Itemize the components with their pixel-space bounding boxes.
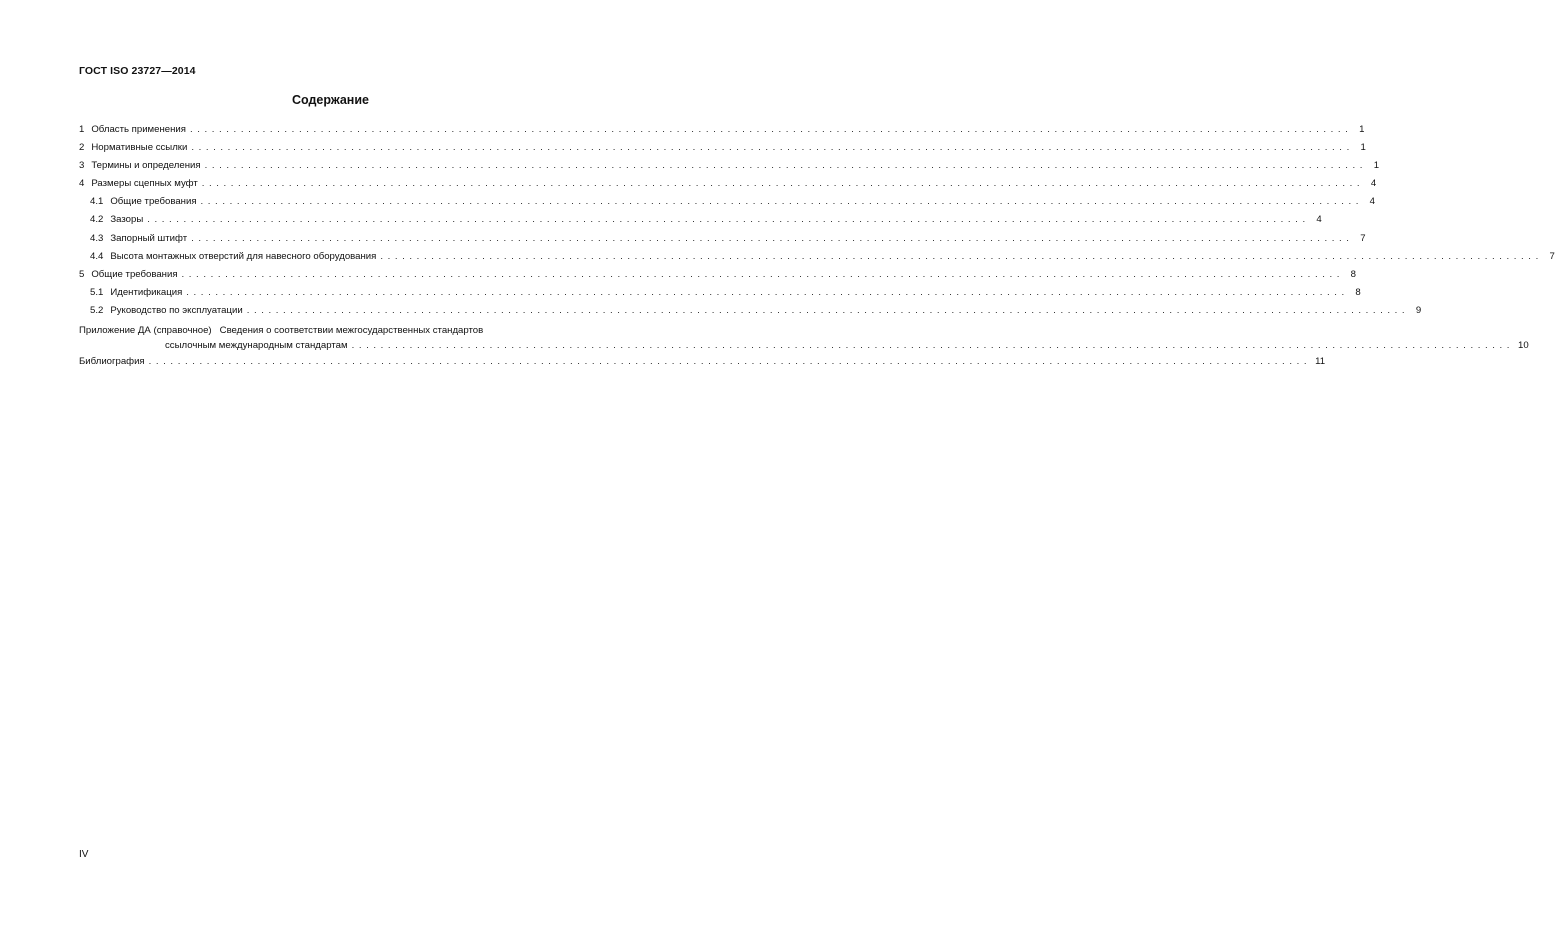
toc-leader-dots: ................................................................................................................................................................ bbox=[181, 268, 1345, 280]
toc-leader-dots: ................................................................................................................................................................ bbox=[191, 232, 1354, 244]
toc-entry-page: 1 bbox=[1373, 160, 1380, 172]
toc-entry-number: 3 bbox=[79, 160, 85, 172]
toc-leader-dots: ................................................................................................................................................................ bbox=[246, 304, 1410, 316]
toc-entry-page: 8 bbox=[1355, 286, 1361, 298]
toc-entry-page: 4 bbox=[1316, 214, 1322, 226]
toc-leader-dots: ................................................................................................................................................................ bbox=[200, 196, 1364, 208]
toc-subentry[interactable] bbox=[79, 284, 1361, 302]
toc-entry-page: 7 bbox=[1549, 250, 1555, 262]
toc-entry-number: 2 bbox=[79, 142, 85, 154]
toc-entry[interactable] bbox=[79, 266, 1357, 284]
toc-leader-dots: ................................................................................................................................................................ bbox=[191, 142, 1354, 154]
toc-title: Содержание bbox=[291, 93, 369, 107]
toc-entry[interactable] bbox=[79, 139, 1366, 157]
toc-entry-label: Руководство по эксплуатации bbox=[110, 304, 243, 316]
toc-entry[interactable] bbox=[79, 175, 1377, 193]
toc-entry-page: 11 bbox=[1315, 356, 1326, 368]
annex-title-line1: Сведения о соответствии межгосударственных стандартов bbox=[219, 325, 484, 337]
toc-subentry[interactable] bbox=[79, 193, 1376, 211]
annex-second-line bbox=[79, 338, 1529, 353]
toc-leader-dots: ................................................................................................................................................................ bbox=[201, 178, 1365, 190]
toc-leader-dots: ................................................................................................................................................................ bbox=[380, 250, 1543, 262]
toc-leader-dots: ................................................................................................................................................................ bbox=[351, 340, 1515, 352]
toc-entry-page: 4 bbox=[1369, 196, 1376, 208]
toc-entry-label: Размеры сцепных муфт bbox=[91, 178, 198, 190]
toc-leader-dots: ................................................................................................................................................................ bbox=[148, 356, 1312, 368]
annex-prefix: Приложение ДА (справочное) bbox=[79, 325, 212, 337]
toc-entry-label: Зазоры bbox=[110, 214, 144, 226]
toc-entry-label: Запорный штифт bbox=[110, 232, 188, 244]
toc-entry-page: 1 bbox=[1360, 142, 1366, 154]
toc-entry-number: 4.2 bbox=[90, 214, 104, 226]
toc-entry-page: 9 bbox=[1415, 304, 1422, 316]
toc-entry-number: 4.4 bbox=[90, 250, 104, 262]
toc-subentry[interactable] bbox=[79, 302, 1422, 320]
page-number: IV bbox=[79, 849, 89, 860]
toc-entry-number: 5.1 bbox=[90, 286, 104, 298]
toc-entry-label: Высота монтажных отверстий для навесного оборудования bbox=[110, 250, 377, 262]
toc-entry-number: 1 bbox=[79, 124, 85, 135]
toc-leader-dots: ................................................................................................................................................................ bbox=[186, 286, 1349, 298]
toc-entry-page: 7 bbox=[1360, 232, 1366, 244]
toc-annex-entry[interactable] bbox=[79, 323, 1529, 353]
toc-entry-number: 4 bbox=[79, 178, 85, 190]
toc-entry-label: Библиография bbox=[79, 356, 145, 368]
toc-entry-label: Общие требования bbox=[110, 196, 197, 208]
toc-entry-label: Термины и определения bbox=[91, 160, 201, 172]
toc-entry-number: 5.2 bbox=[90, 304, 104, 316]
toc-entry[interactable] bbox=[79, 121, 1365, 139]
document-header: ГОСТ ISO 23727—2014 bbox=[79, 65, 196, 77]
toc-bibliography-entry[interactable] bbox=[79, 353, 1326, 371]
toc-subentry[interactable] bbox=[79, 211, 1322, 229]
toc-subentry[interactable] bbox=[79, 230, 1366, 248]
toc-leader-dots: ................................................................................................................................................................ bbox=[189, 124, 1353, 135]
toc-entry-page: 1 bbox=[1359, 124, 1365, 135]
toc-leader-dots: ................................................................................................................................................................ bbox=[147, 214, 1310, 226]
toc-subentry[interactable] bbox=[79, 248, 1555, 266]
toc-entry-label: Область применения bbox=[91, 124, 186, 135]
toc-entry-number: 5 bbox=[79, 268, 85, 280]
toc-entry-label: Общие требования bbox=[91, 268, 178, 280]
toc-entry-page: 4 bbox=[1370, 178, 1377, 190]
table-of-contents bbox=[79, 121, 1555, 371]
toc-entry-number: 4.1 bbox=[90, 196, 104, 208]
toc-entry-page: 8 bbox=[1350, 268, 1357, 280]
toc-entry-label: Идентификация bbox=[110, 286, 183, 298]
annex-title-line2: ссылочным международным стандартам bbox=[165, 340, 348, 352]
toc-entry[interactable] bbox=[79, 157, 1380, 175]
toc-entry-page: 10 bbox=[1518, 340, 1529, 352]
toc-leader-dots: ................................................................................................................................................................ bbox=[204, 160, 1368, 172]
annex-first-line bbox=[79, 323, 614, 338]
toc-entry-number: 4.3 bbox=[90, 232, 104, 244]
toc-entry-label: Нормативные ссылки bbox=[91, 142, 188, 154]
